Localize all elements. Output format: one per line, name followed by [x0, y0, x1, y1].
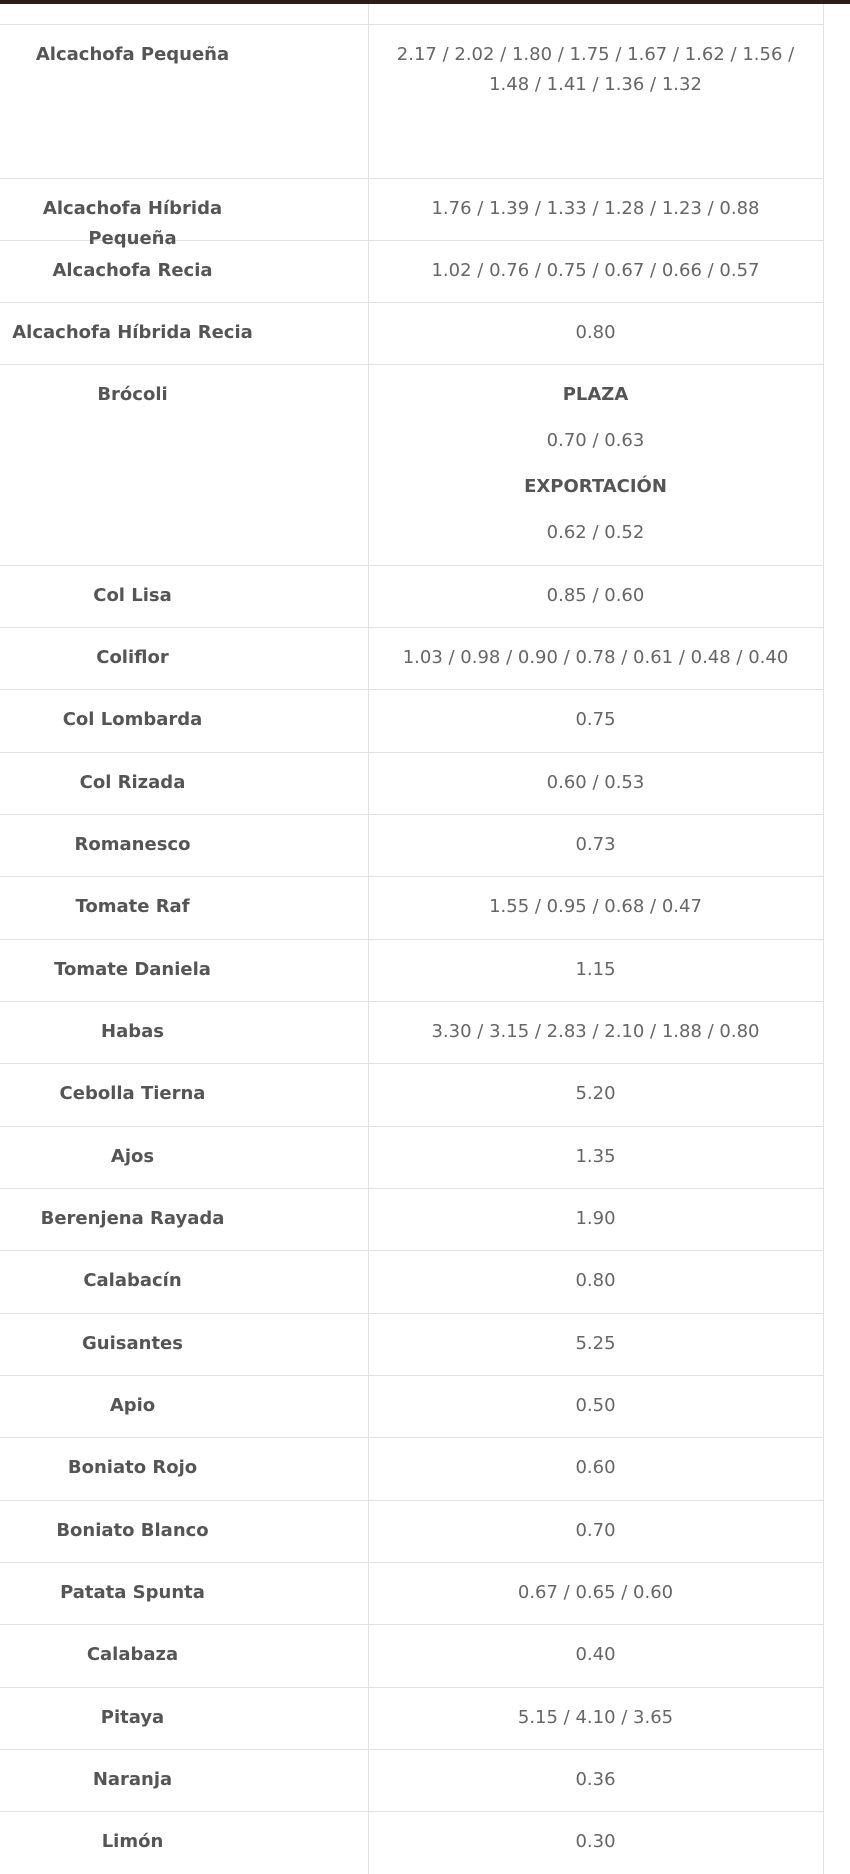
table-row	[0, 1064, 823, 1127]
table-row	[0, 753, 823, 815]
product-name: Brócoli	[97, 384, 168, 405]
product-price: 0.30	[575, 1831, 616, 1852]
price-table	[0, 4, 850, 1874]
table-row	[0, 628, 823, 690]
product-price: 0.85 / 0.60	[546, 585, 645, 606]
table-row	[0, 1251, 823, 1314]
product-name: Guisantes	[82, 1333, 183, 1354]
table-row	[0, 303, 823, 365]
product-price: 1.15	[575, 959, 616, 980]
product-price: 0.67 / 0.65 / 0.60	[517, 1582, 674, 1603]
product-price: 0.60 / 0.53	[546, 772, 645, 793]
product-name: Boniato Blanco	[56, 1520, 209, 1541]
product-price: 0.70	[575, 1520, 616, 1541]
product-name: Patata Spunta	[60, 1582, 205, 1603]
table-row	[0, 815, 823, 877]
product-price-value: 2.17 / 2.02 / 1.80 / 1.75 / 1.67 / 1.62 / 1.56 / 1.48 / 1.41 / 1.36 / 1.32	[396, 44, 795, 95]
product-name: Tomate Daniela	[54, 959, 211, 980]
product-price: 1.55 / 0.95 / 0.68 / 0.47	[489, 896, 702, 917]
product-name: Ajos	[110, 1146, 155, 1167]
product-name: Limón	[101, 1831, 164, 1852]
product-price: 5.15 / 4.10 / 3.65	[517, 1707, 674, 1728]
product-price	[368, 25, 823, 100]
table-row	[0, 241, 823, 303]
product-name: Habas	[101, 1021, 164, 1042]
product-price: 5.25	[575, 1333, 616, 1354]
table-row	[0, 1189, 823, 1251]
product-name: Alcachofa Recia	[52, 260, 213, 281]
product-price: 1.90	[575, 1208, 616, 1229]
product-name: Col Rizada	[79, 772, 186, 793]
product-price: 0.75	[575, 709, 616, 730]
product-price: 1.76 / 1.39 / 1.33 / 1.28 / 1.23 / 0.88	[431, 198, 760, 219]
product-name: Alcachofa Híbrida Recia	[12, 322, 253, 343]
product-price: 0.50	[575, 1395, 616, 1416]
product-name: Naranja	[92, 1769, 173, 1790]
table-row	[0, 940, 823, 1002]
product-price: 0.80	[575, 1270, 616, 1291]
export-price: 0.62 / 0.52	[546, 522, 645, 543]
product-name: Apio	[109, 1395, 156, 1416]
table-row	[0, 690, 823, 753]
product-name: Col Lisa	[93, 585, 172, 606]
product-price: 1.03 / 0.98 / 0.90 / 0.78 / 0.61 / 0.48 / 0.40	[402, 647, 789, 668]
plaza-price: 0.70 / 0.63	[546, 430, 645, 451]
product-price: 0.60	[575, 1457, 616, 1478]
table-row	[0, 1438, 823, 1501]
product-name: Alcachofa Pequeña	[35, 44, 230, 65]
product-price: 1.02 / 0.76 / 0.75 / 0.67 / 0.66 / 0.57	[431, 260, 760, 281]
product-price: 0.40	[575, 1644, 616, 1665]
table-row	[0, 1625, 823, 1688]
column-divider-right	[823, 4, 824, 1874]
product-price: 3.30 / 3.15 / 2.83 / 2.10 / 1.88 / 0.80	[431, 1021, 760, 1042]
product-name: Cebolla Tierna	[59, 1083, 206, 1104]
table-row	[0, 1314, 823, 1376]
product-name: Col Lombarda	[62, 709, 203, 730]
table-row	[0, 1750, 823, 1812]
table-row	[0, 1688, 823, 1750]
product-price: 0.36	[575, 1769, 616, 1790]
table-row	[0, 1563, 823, 1625]
table-row	[0, 1501, 823, 1563]
table-row	[0, 24, 823, 179]
product-price: 1.35	[575, 1146, 616, 1167]
table-row	[0, 365, 823, 566]
product-price: 0.80	[575, 322, 616, 343]
table-row	[0, 1002, 823, 1064]
product-price: 0.73	[575, 834, 616, 855]
product-name: Calabaza	[86, 1644, 179, 1665]
product-price	[368, 365, 823, 564]
product-name: Calabacín	[83, 1270, 182, 1291]
product-name: Romanesco	[74, 834, 191, 855]
table-row	[0, 1812, 823, 1874]
table-row	[0, 566, 823, 628]
product-name: Coliflor	[96, 647, 169, 668]
product-name: Tomate Raf	[75, 896, 190, 917]
table-row	[0, 1127, 823, 1189]
table-row	[0, 1376, 823, 1438]
table-row	[0, 877, 823, 940]
product-name: Pitaya	[100, 1707, 165, 1728]
product-name: Alcachofa Híbrida Pequeña	[42, 198, 223, 249]
product-price: 5.20	[575, 1083, 616, 1104]
table-row	[0, 179, 823, 249]
plaza-label: PLAZA	[562, 384, 629, 405]
product-name: Boniato Rojo	[67, 1457, 198, 1478]
product-name: Berenjena Rayada	[40, 1208, 225, 1229]
export-label: EXPORTACIÓN	[524, 476, 667, 497]
